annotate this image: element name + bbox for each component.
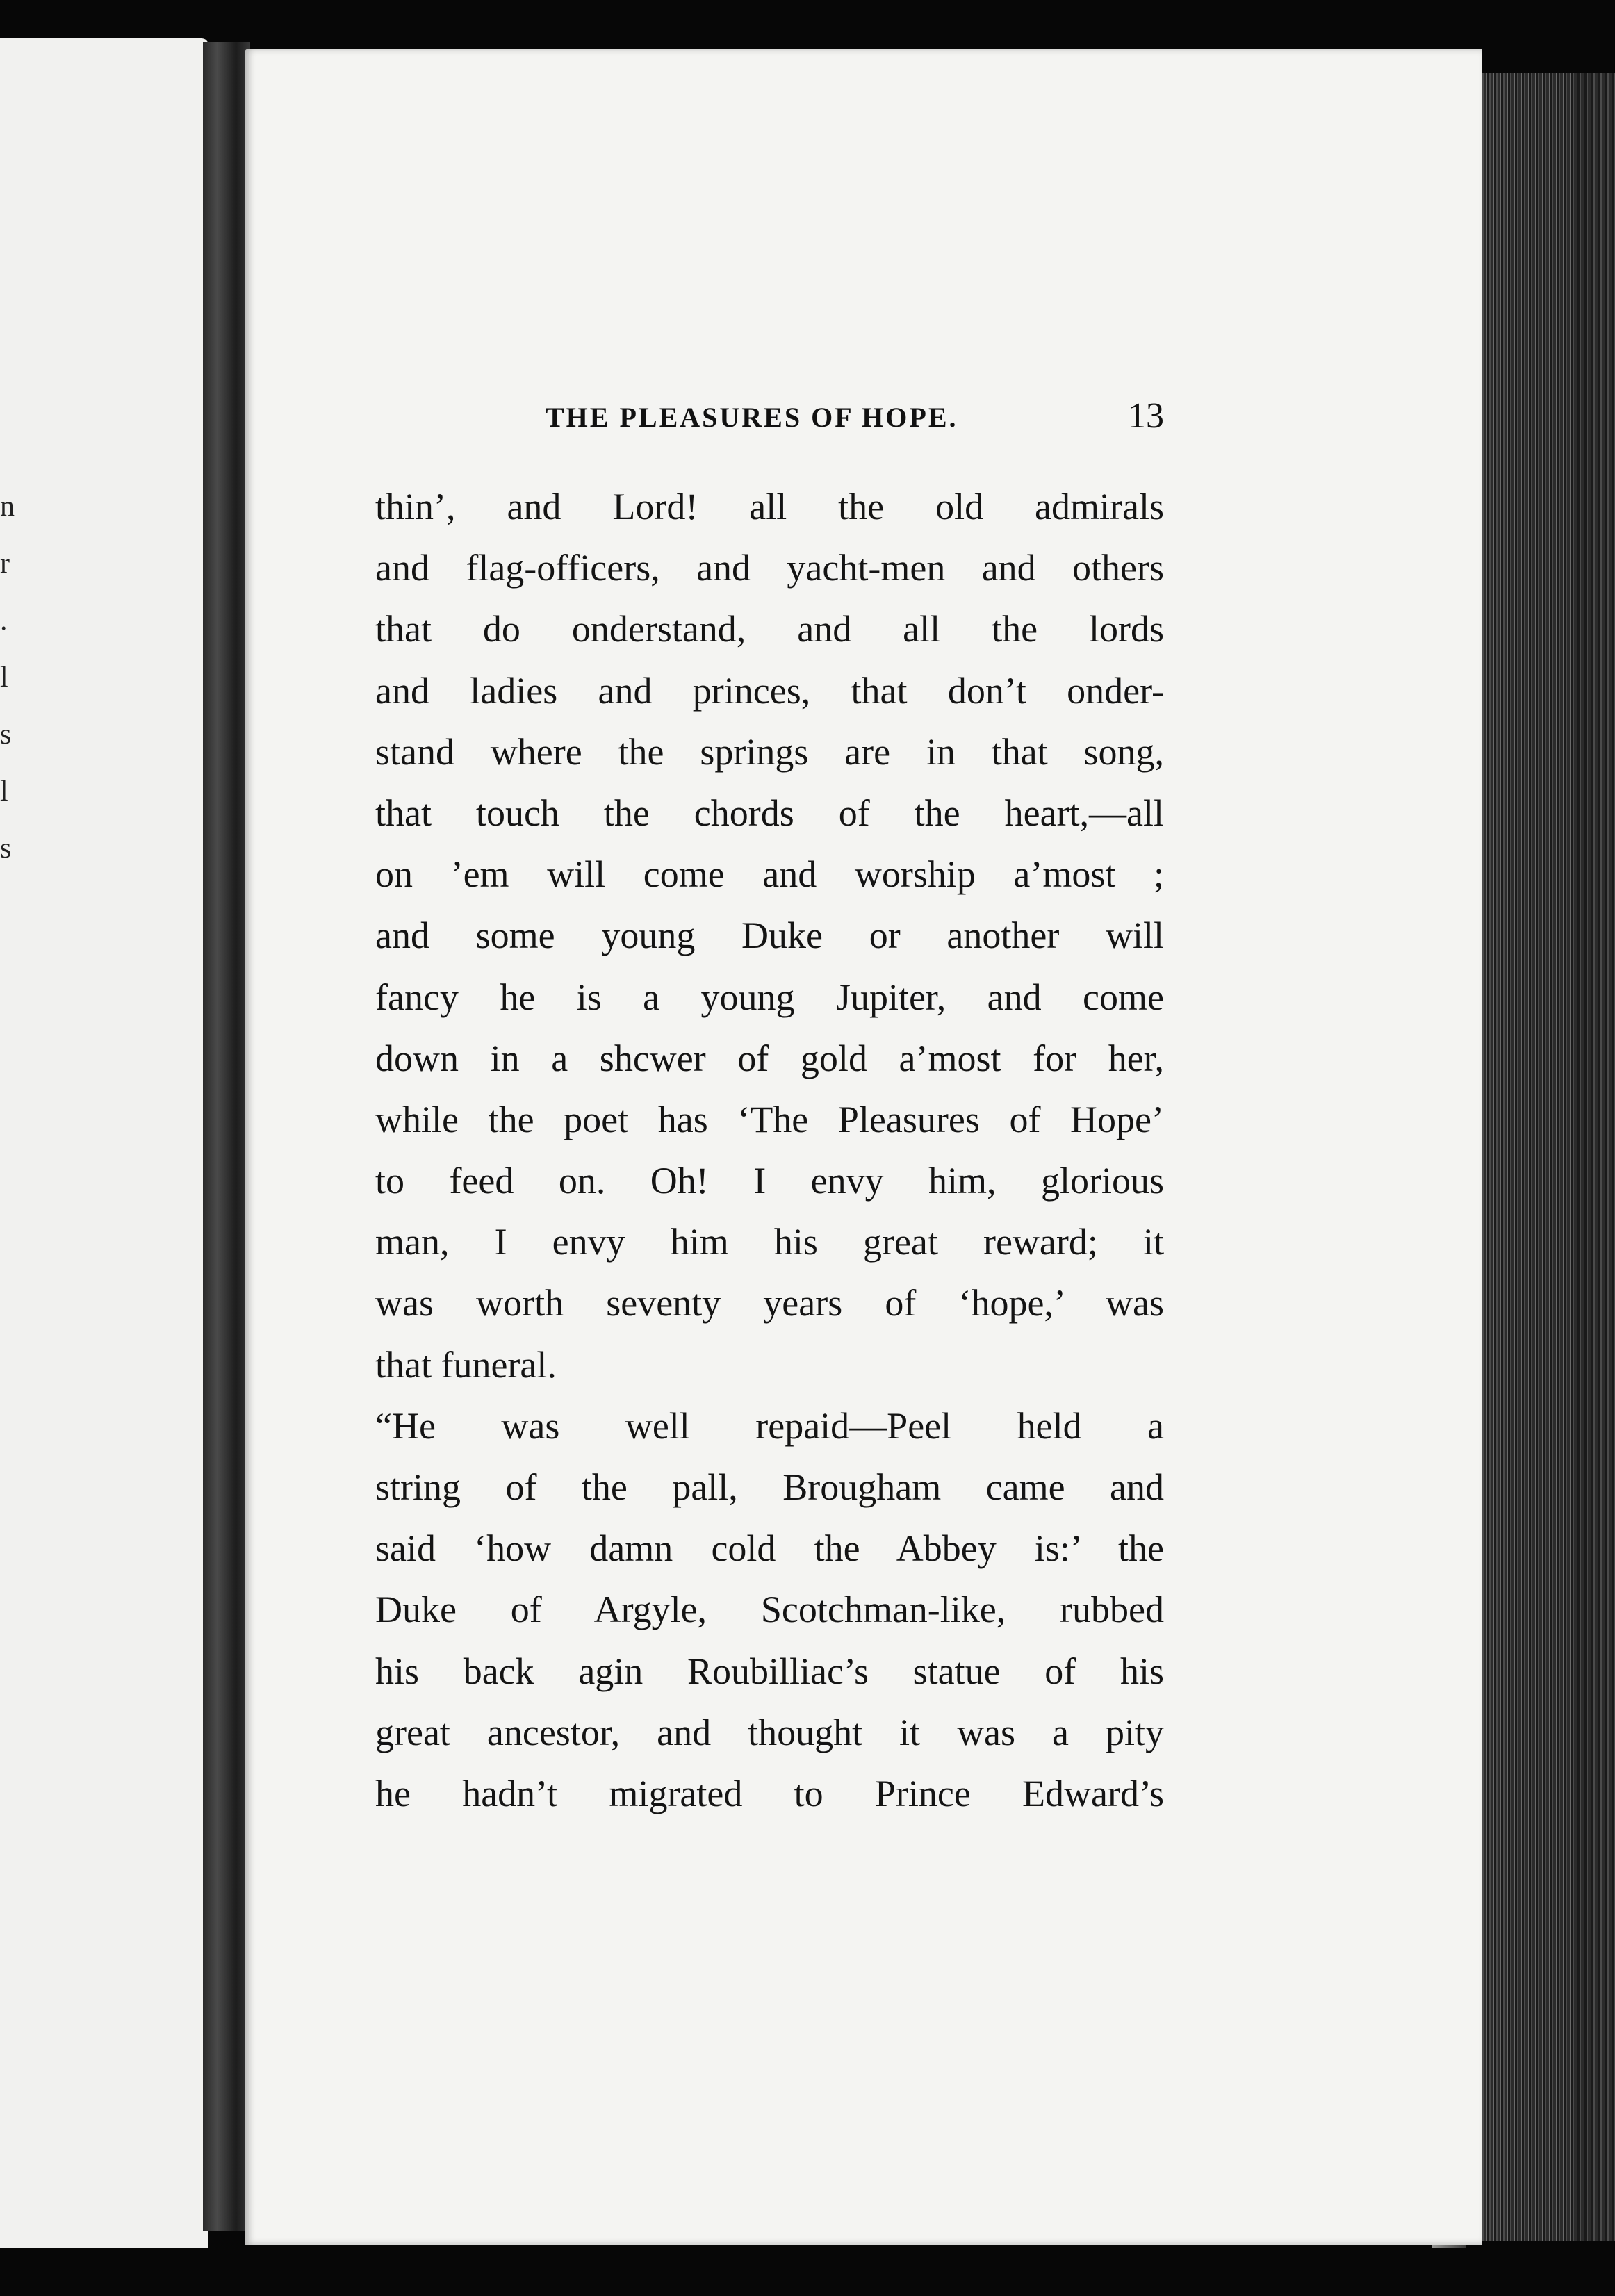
edge-mark: n bbox=[0, 491, 15, 523]
text-line: fancy he is a young Jupiter, and come bbox=[375, 976, 1164, 1018]
text-line: great ancestor, and thought it was a pity bbox=[375, 1711, 1164, 1753]
edge-mark: l bbox=[0, 776, 8, 807]
text-line: thin’, and Lord! all the old admirals bbox=[375, 486, 1164, 527]
edge-mark: l bbox=[0, 662, 8, 694]
text-line: said ‘how damn cold the Abbey is:’ the bbox=[375, 1527, 1164, 1570]
page-number: 13 bbox=[1128, 396, 1164, 436]
edge-mark: s bbox=[0, 719, 12, 751]
text-line: on ’em will come and worship a’most ; bbox=[375, 853, 1164, 896]
text-line: and ladies and princes, that don’t onder- bbox=[375, 669, 1164, 712]
text-line: that touch the chords of the heart,—all bbox=[375, 792, 1164, 834]
text-line: his back agin Roubilliac’s statue of his bbox=[375, 1650, 1164, 1692]
book-gutter bbox=[203, 42, 250, 2231]
text-line: that do onderstand, and all the lords bbox=[375, 608, 1164, 650]
text-line: and flag-officers, and yacht-men and others bbox=[375, 547, 1164, 589]
text-line: and some young Duke or another will bbox=[375, 915, 1164, 957]
running-title: THE PLEASURES OF HOPE. bbox=[546, 402, 958, 433]
text-line: “He was well repaid—Peel held a bbox=[375, 1404, 1164, 1447]
edge-mark: . bbox=[0, 605, 8, 637]
edge-mark: r bbox=[0, 548, 10, 580]
running-head bbox=[546, 398, 1164, 440]
text-line: to feed on. Oh! I envy him, glorious bbox=[375, 1160, 1164, 1202]
text-line: while the poet has ‘The Pleasures of Hope’ bbox=[375, 1098, 1164, 1140]
text-line: down in a shcwer of gold a’most for her, bbox=[375, 1037, 1164, 1079]
text-line: stand where the springs are in that song, bbox=[375, 730, 1164, 773]
text-line: was worth seventy years of ‘hope,’ was bbox=[375, 1282, 1164, 1325]
body-text bbox=[375, 476, 1164, 1824]
text-line: that funeral. bbox=[375, 1343, 557, 1386]
text-line: man, I envy him his great reward; it bbox=[375, 1221, 1164, 1263]
text-line: string of the pall, Brougham came and bbox=[375, 1466, 1164, 1508]
text-line: Duke of Argyle, Scotchman-like, rubbed bbox=[375, 1589, 1164, 1631]
text-line: he hadn’t migrated to Prince Edward’s bbox=[375, 1772, 1164, 1814]
facing-page bbox=[0, 38, 208, 2248]
facing-page-edge-text bbox=[0, 490, 28, 889]
edge-mark: s bbox=[0, 833, 12, 864]
